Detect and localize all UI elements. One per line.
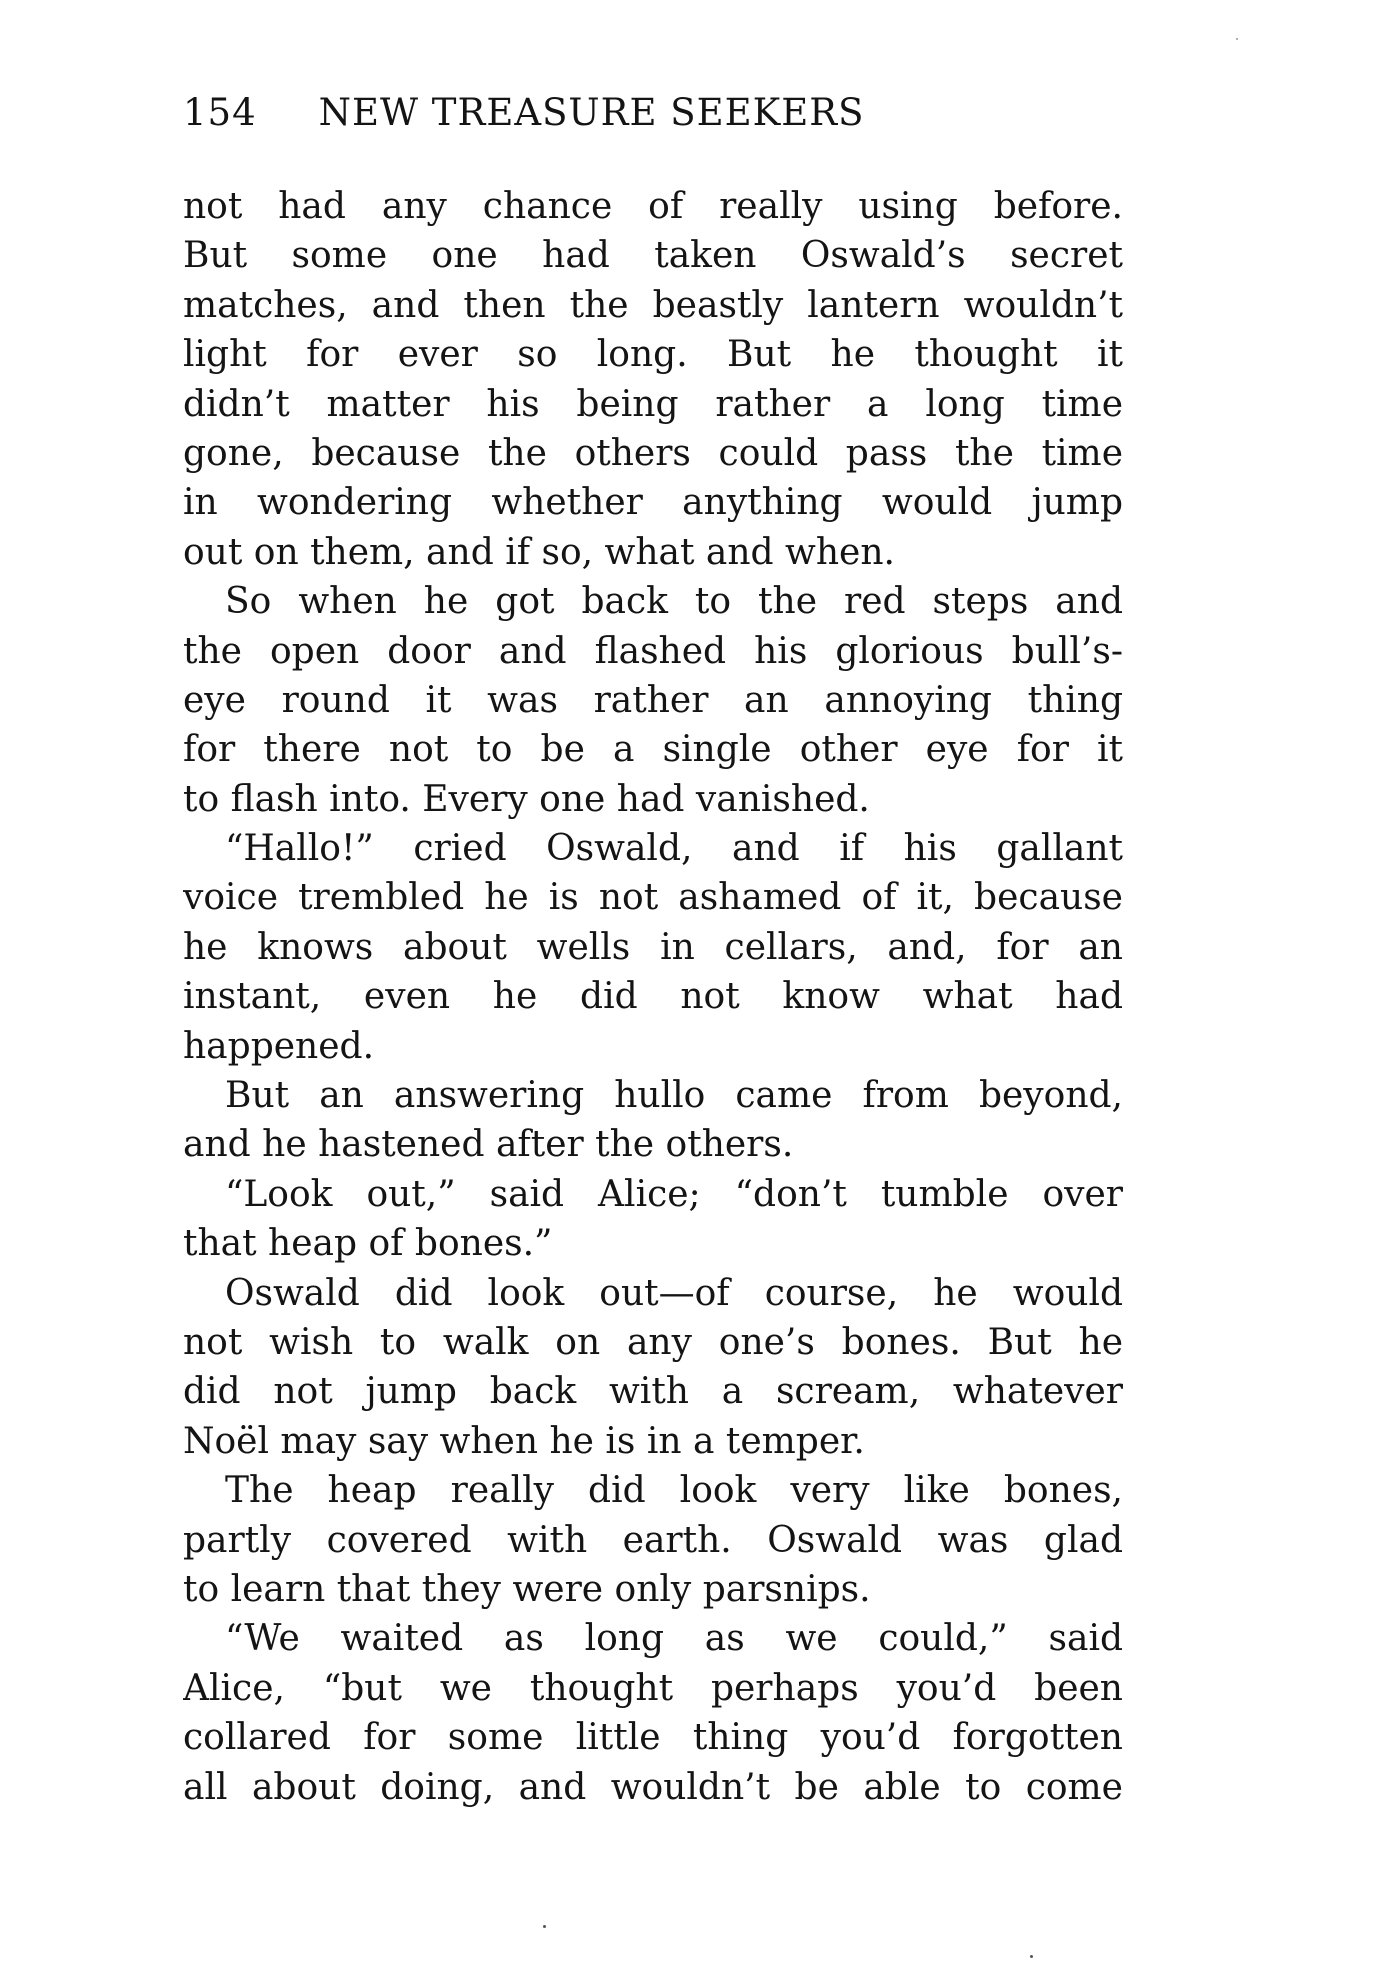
text-line: So when he got back to the red steps and xyxy=(225,581,1123,623)
text-line: did not jump back with a scream, whatever xyxy=(183,1371,1123,1413)
text-line: to learn that they were only parsnips. xyxy=(183,1568,871,1610)
text-line: all about doing, and wouldn’t be able to come xyxy=(183,1766,1123,1808)
text-line: that heap of bones.” xyxy=(183,1223,553,1265)
text-line: The heap really did look very like bones, xyxy=(225,1470,1123,1512)
text-line: collared for some little thing you’d forgotten xyxy=(183,1717,1123,1759)
text-line: gone, because the others could pass the time xyxy=(183,432,1123,474)
text-line: Noël may say when he is in a temper. xyxy=(183,1420,865,1462)
text-line: instant, even he did not know what had xyxy=(183,976,1123,1018)
text-line: partly covered with earth. Oswald was glad xyxy=(183,1519,1123,1561)
text-line: light for ever so long. But he thought it xyxy=(183,334,1123,376)
text-line: in wondering whether anything would jump xyxy=(183,482,1123,524)
text-line: happened. xyxy=(183,1025,375,1067)
text-line: didn’t matter his being rather a long time xyxy=(183,383,1123,425)
text-line: for there not to be a single other eye for it xyxy=(183,729,1123,771)
scan-speck xyxy=(1030,1955,1033,1958)
text-line: “We waited as long as we could,” said xyxy=(225,1618,1123,1660)
text-line: out on them, and if so, what and when. xyxy=(183,531,895,573)
text-line: eye round it was rather an annoying thing xyxy=(183,679,1123,721)
text-line: “Hallo!” cried Oswald, and if his gallant xyxy=(225,828,1123,870)
scan-speck xyxy=(1236,38,1238,40)
text-line: Oswald did look out—of course, he would xyxy=(225,1272,1123,1314)
text-line: the open door and flashed his glorious bull’s- xyxy=(183,630,1123,672)
text-line: But an answering hullo came from beyond, xyxy=(225,1075,1123,1117)
text-line: matches, and then the beastly lantern wouldn’t xyxy=(183,284,1123,326)
text-line: not had any chance of really using before. xyxy=(183,186,1123,227)
body-text xyxy=(183,182,1123,1812)
text-line: “Look out,” said Alice; “don’t tumble over xyxy=(225,1173,1123,1215)
text-line: not wish to walk on any one’s bones. But he xyxy=(183,1321,1123,1363)
text-line: he knows about wells in cellars, and, for an xyxy=(183,926,1123,968)
text-line: Alice, “but we thought perhaps you’d been xyxy=(183,1667,1123,1709)
text-line: to flash into. Every one had vanished. xyxy=(183,778,870,820)
running-header xyxy=(183,88,1123,138)
page-number: 154 xyxy=(183,91,257,134)
text-line: and he hastened after the others. xyxy=(183,1124,794,1166)
text-line: But some one had taken Oswald’s secret xyxy=(183,235,1123,277)
scan-speck xyxy=(543,1925,546,1928)
running-title: NEW TREASURE SEEKERS xyxy=(318,91,865,134)
text-line: voice trembled he is not ashamed of it, because xyxy=(183,877,1123,919)
